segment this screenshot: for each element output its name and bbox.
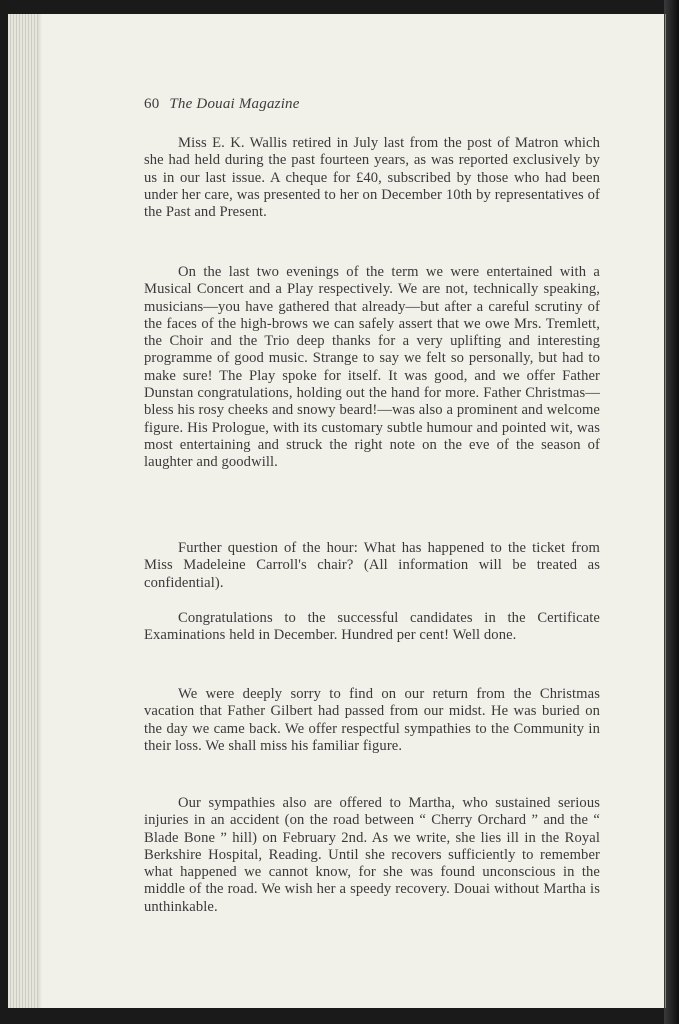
page-edges	[8, 14, 38, 1008]
running-header	[144, 96, 300, 113]
gutter-line	[665, 14, 666, 1008]
publication-title: The Douai Magazine	[169, 96, 300, 112]
paragraph-certificate-congratulations: Congratulations to the successful candidates in the Certificate Examinations held in December. Hundred per cent! Well done.	[144, 610, 600, 644]
paragraph-matron-retirement: Miss E. K. Wallis retired in July last from the post of Matron which she had held during the past fourteen years, as was reported exclusively by us in our last issue. A cheque for £40, subscribed by those who had been under her care, was presented to her on December 10th by representatives of the Past and Present.	[144, 135, 600, 221]
paragraph-ticket-question: Further question of the hour: What has happened to the ticket from Miss Madeleine Carroll's chair? (All information will be treated as confidential).	[144, 540, 600, 591]
paragraph-martha-accident: Our sympathies also are offered to Martha, who sustained serious injuries in an accident (on the road between “ Cherry Orchard ” and the “ Blade Bone ” hill) on February 2nd. As we write, she lies ill in the Royal Berkshire Hospital, Reading. Until she recovers sufficiently to remember what happened we cannot know, for she was found unconscious in the middle of the road. We wish her a speedy recovery. Douai without Martha is unthinkable.	[144, 795, 600, 915]
paragraph-father-gilbert: We were deeply sorry to find on our return from the Christmas vacation that Father Gilbert had passed from our midst. He was buried on the day we came back. We offer respectful sympathies to the Community in their loss. We shall miss his familiar figure.	[144, 686, 600, 754]
paragraph-concert-and-play: On the last two evenings of the term we were entertained with a Musical Concert and a Play respectively. We are not, technically speaking, musicians—you have gathered that already—but after a careful scrutiny of the faces of the high-brows we can safely assert that we owe Mrs. Tremlett, the Choir and the Trio deep thanks for a very uplifting and interesting programme of good music. Strange to say we felt so personally, but had to make sure! The Play spoke for itself. It was good, and we offer Father Dunstan congratulations, holding out the hand for more. Father Christmas—bless his rosy cheeks and snowy beard!—was also a prominent and welcome figure. His Prologue, with its customary subtle humour and pointed wit, was most entertaining and struck the right note on the eve of the season of laughter and goodwill.	[144, 264, 600, 471]
book-gutter	[664, 0, 679, 1024]
page-number: 60	[144, 96, 160, 112]
